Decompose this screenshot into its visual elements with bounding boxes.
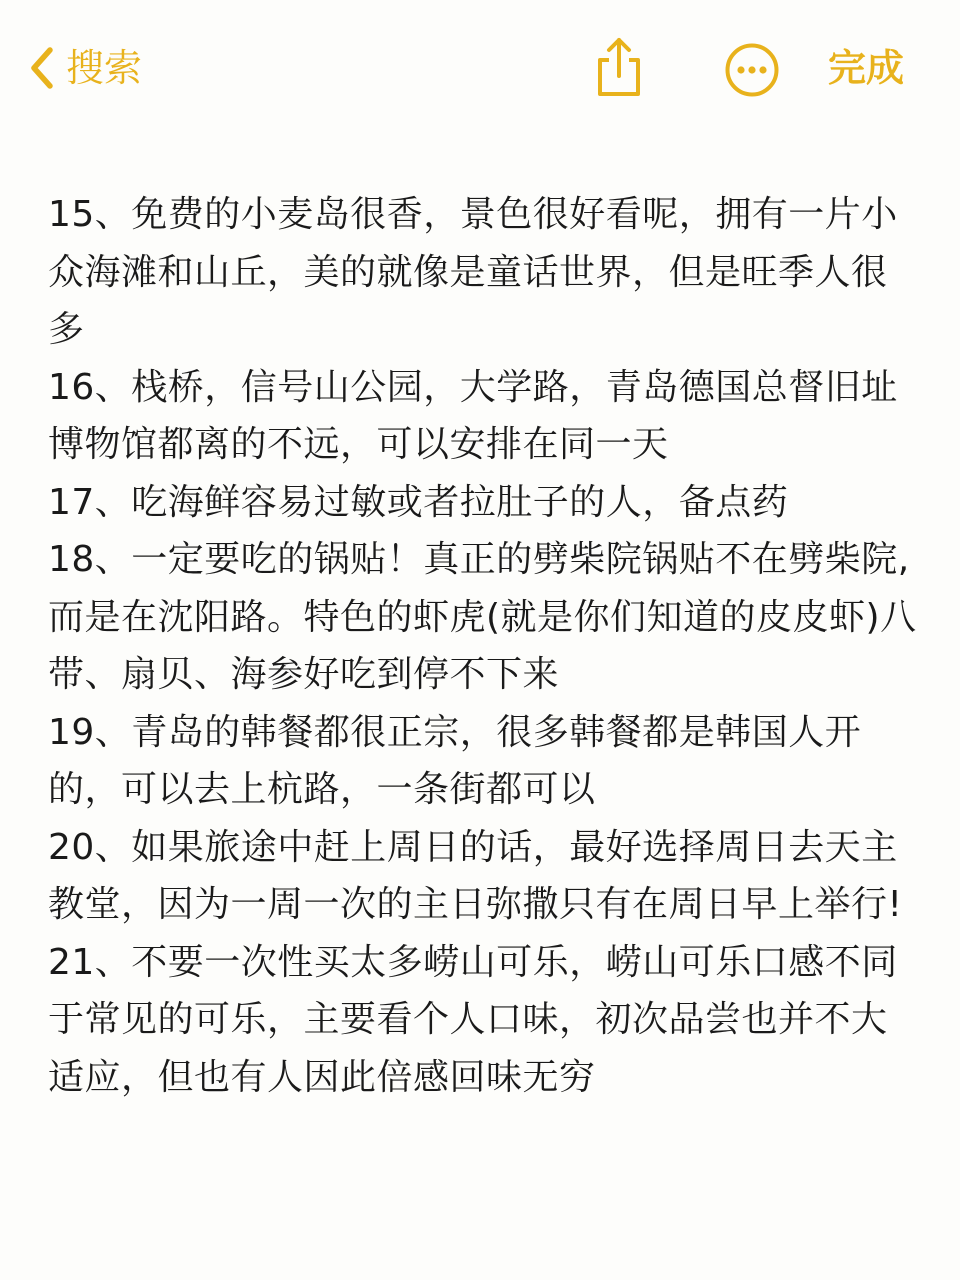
back-button[interactable] — [28, 40, 142, 96]
done-button[interactable]: 完成 — [828, 46, 905, 90]
navigation-bar — [0, 0, 960, 140]
note-item-16: 16、栈桥，信号山公园，大学路，青岛德国总督旧址博物馆都离的不远，可以安排在同一天 — [48, 366, 898, 465]
more-options-button[interactable] — [724, 42, 780, 98]
back-label: 搜索 — [66, 46, 143, 90]
share-icon — [592, 83, 646, 102]
chevron-left-icon — [28, 44, 56, 92]
note-item-18: 18、一定要吃的锅贴！真正的劈柴院锅贴不在劈柴院,而是在沈阳路。特色的虾虎(就是你们知道的皮皮虾)八带、扇贝、海参好吃到停不下来 — [48, 539, 917, 695]
note-item-21: 21、不要一次性买太多崂山可乐，崂山可乐口感不同于常见的可乐，主要看个人口味，初次品尝也并不大适应，但也有人因此倍感回味无穷 — [48, 941, 898, 1098]
note-item-20: 20、如果旅途中赶上周日的话，最好选择周日去天主教堂，因为一周一次的主日弥撒只有在周日早上举行! — [48, 826, 903, 925]
note-item-17: 17、吃海鲜容易过敏或者拉肚子的人，备点药 — [48, 481, 789, 523]
note-item-15: 15、免费的小麦岛很香，景色很好看呢，拥有一片小众海滩和山丘，美的就像是童话世界，但是旺季人很多 — [48, 194, 898, 350]
share-button[interactable] — [592, 36, 646, 98]
more-icon — [724, 83, 780, 102]
note-item-19: 19、青岛的韩餐都很正宗，很多韩餐都是韩国人开的，可以去上杭路，一条街都可以 — [48, 711, 862, 810]
note-body[interactable] — [48, 186, 920, 1106]
